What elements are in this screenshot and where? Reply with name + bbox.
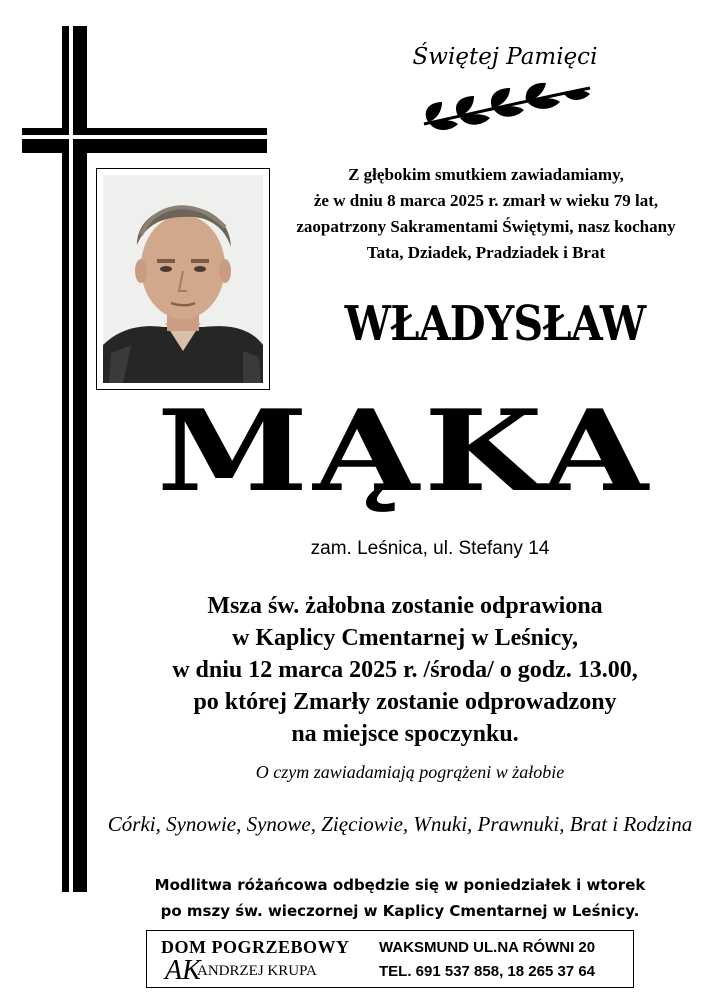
mass-line: Msza św. żałobna zostanie odprawiona (207, 593, 603, 619)
funeral-home-logo: AK (165, 955, 201, 986)
deceased-last-name: MĄKA (156, 386, 654, 517)
rosary-notice (100, 872, 700, 924)
announcement-line: zaopatrzony Sakramentami Świętymi, nasz kochany (296, 217, 676, 236)
mass-announcement (110, 590, 700, 750)
announcement-text (276, 162, 696, 266)
funeral-home-address: WAKSMUND UL.NA RÓWNI 20 (379, 939, 596, 956)
rosary-line: po mszy św. wieczornej w Kaplicy Cmentarnej w Leśnicy. (160, 902, 640, 920)
cross-arm (22, 128, 267, 153)
deceased-first-name: WŁADYSŁAW (344, 296, 646, 352)
announcement-line: Z głębokim smutkiem zawiadamiamy, (348, 165, 624, 184)
mourners-list: Córki, Synowie, Synowe, Zięciowie, Wnuki, Prawnuki, Brat i Rodzina (107, 812, 693, 836)
funeral-home-box (146, 930, 634, 988)
funeral-home-owner: ANDRZEJ KRUPA (197, 963, 317, 979)
rosary-line: Modlitwa różańcowa odbędzie się w poniedziałek i wtorek (154, 876, 646, 894)
heading: Świętej Pamięci (412, 44, 598, 70)
laurel-branch-icon (420, 80, 595, 132)
mass-line: w dniu 12 marca 2025 r. /środa/ o godz. 13.00, (172, 657, 638, 683)
funeral-home-name: DOM POGRZEBOWY (161, 937, 350, 957)
mourners-intro: O czym zawiadamiają pogrążeni w żałobie (255, 762, 565, 782)
portrait-frame (96, 168, 270, 390)
announcement-line: że w dniu 8 marca 2025 r. zmarł w wieku 79 lat, (313, 191, 659, 210)
mass-line: w Kaplicy Cmentarnej w Leśnicy, (232, 625, 578, 651)
mass-line: po której Zmarły zostanie odprowadzony (193, 689, 617, 715)
deceased-address: zam. Leśnica, ul. Stefany 14 (310, 538, 550, 559)
funeral-home-phone: TEL. 691 537 858, 18 265 37 64 (379, 963, 595, 980)
announcement-line: Tata, Dziadek, Pradziadek i Brat (366, 243, 606, 262)
mass-line: na miejsce spoczynku. (291, 721, 519, 747)
portrait-photo (103, 175, 263, 383)
